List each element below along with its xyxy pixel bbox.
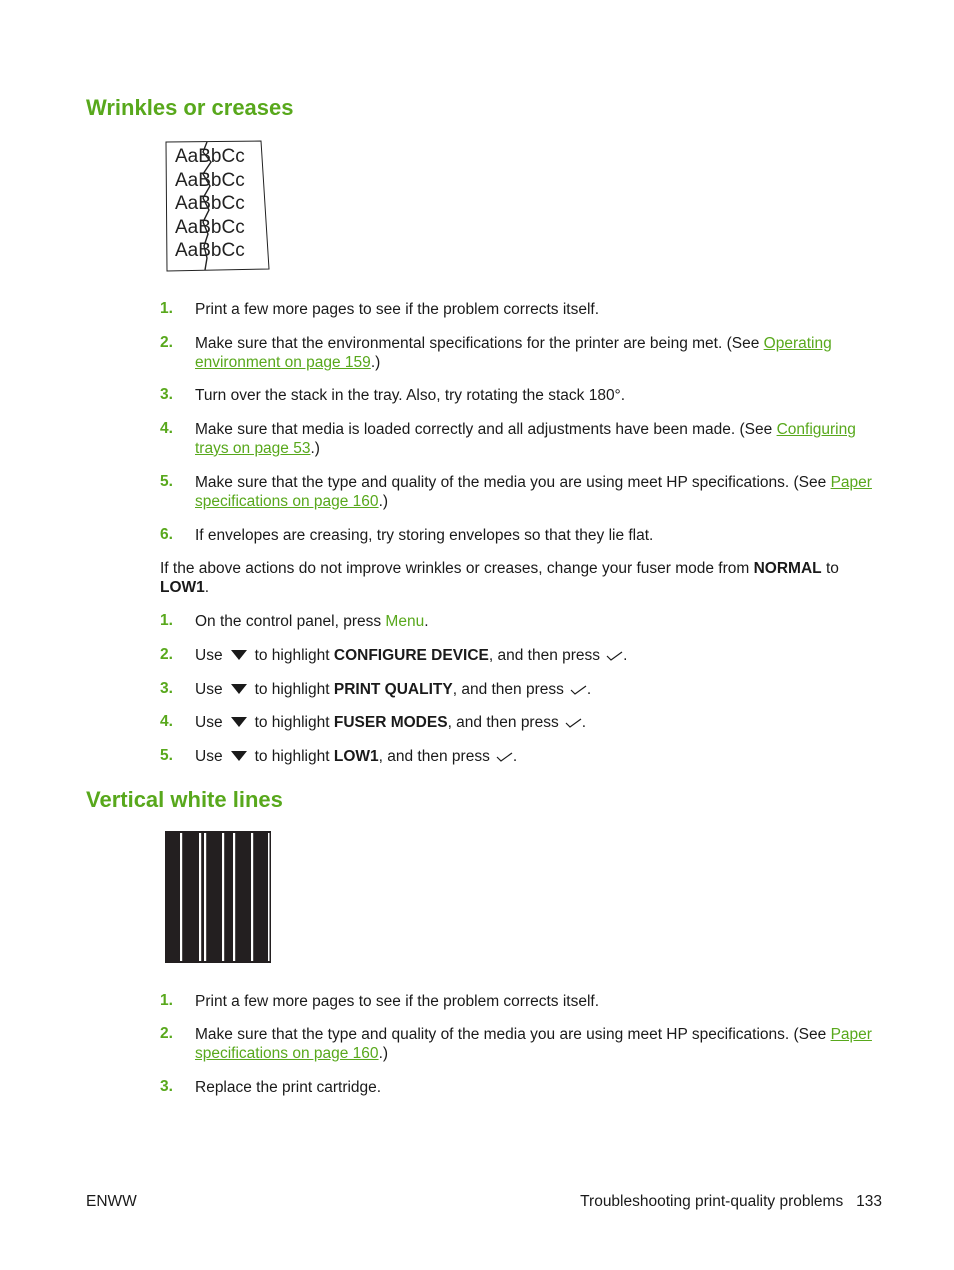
step-number: 3. — [160, 386, 173, 403]
down-arrow-icon — [231, 717, 247, 727]
section-title-wrinkles: Wrinkles or creases — [86, 95, 294, 120]
footer-right — [580, 1193, 882, 1211]
step-text: Make sure that the environmental specifications for the printer are being met. (See Operating environment on page 159.) — [195, 335, 832, 371]
footer-section-title: Troubleshooting print-quality problems — [580, 1193, 844, 1210]
checkmark-icon — [496, 752, 513, 762]
step-number: 1. — [160, 612, 173, 629]
step-text: Print a few more pages to see if the problem corrects itself. — [195, 993, 600, 1010]
checkmark-icon — [565, 718, 582, 728]
step-text: Make sure that media is loaded correctly and all adjustments have been made. (See Configuring trays on page 53.) — [195, 421, 856, 457]
step-text: Use to highlight CONFIGURE DEVICE, and then press . — [195, 647, 628, 664]
step-number: 2. — [160, 1025, 173, 1042]
step-text: Make sure that the type and quality of the media you are using meet HP specifications. (See Paper specifications on page 160.) — [195, 1026, 872, 1062]
step-text: Make sure that the type and quality of the media you are using meet HP specifications. (See Paper specifications on page 160.) — [195, 474, 872, 510]
step-text: Use to highlight PRINT QUALITY, and then press . — [195, 681, 592, 698]
page-number: 133 — [856, 1193, 882, 1210]
sample-line: AaBbCc — [175, 193, 245, 214]
vertical-lines-sample — [165, 831, 271, 963]
step-number: 5. — [160, 473, 173, 490]
link-configuring-trays[interactable]: Configuring trays on page 53 — [195, 421, 856, 457]
checkmark-icon — [570, 685, 587, 695]
step-number: 4. — [160, 713, 173, 730]
link-operating-environment[interactable]: Operating environment on page 159 — [195, 335, 832, 371]
step-text: On the control panel, press Menu. — [195, 613, 429, 630]
menu-button-label: Menu — [385, 613, 425, 630]
step-number: 1. — [160, 300, 173, 317]
fuser-mode-note: If the above actions do not improve wrinkles or creases, change your fuser mode from NORMAL to LOW1. — [160, 560, 839, 596]
step-text: Print a few more pages to see if the problem corrects itself. — [195, 301, 600, 318]
step-number: 3. — [160, 1078, 173, 1095]
link-paper-specifications[interactable]: Paper specifications on page 160 — [195, 1026, 872, 1062]
step-text: Use to highlight FUSER MODES, and then press . — [195, 714, 587, 731]
sample-line: AaBbCc — [175, 169, 245, 191]
section-title-vertical-lines: Vertical white lines — [86, 787, 283, 812]
step-number: 5. — [160, 747, 173, 764]
vertical-lines-sample-image — [165, 831, 271, 963]
wrinkle-sample-image — [163, 138, 273, 274]
step-text: Replace the print cartridge. — [195, 1079, 382, 1096]
sample-line: AaBbCc — [175, 216, 245, 238]
link-paper-specifications[interactable]: Paper specifications on page 160 — [195, 474, 872, 510]
sample-line: AaBbCc — [175, 146, 245, 167]
down-arrow-icon — [231, 684, 247, 694]
step-number: 6. — [160, 526, 173, 543]
down-arrow-icon — [231, 650, 247, 660]
footer-left: ENWW — [86, 1193, 137, 1210]
step-text: Turn over the stack in the tray. Also, try rotating the stack 180°. — [195, 387, 626, 404]
down-arrow-icon — [231, 751, 247, 761]
sample-line: AaBbCc — [175, 240, 245, 261]
step-number: 1. — [160, 992, 173, 1009]
step-number: 2. — [160, 334, 173, 351]
step-text: Use to highlight LOW1, and then press . — [195, 748, 518, 765]
step-number: 4. — [160, 420, 173, 437]
step-number: 2. — [160, 646, 173, 663]
step-text: If envelopes are creasing, try storing envelopes so that they lie flat. — [195, 527, 654, 544]
checkmark-icon — [606, 651, 623, 661]
step-number: 3. — [160, 680, 173, 697]
